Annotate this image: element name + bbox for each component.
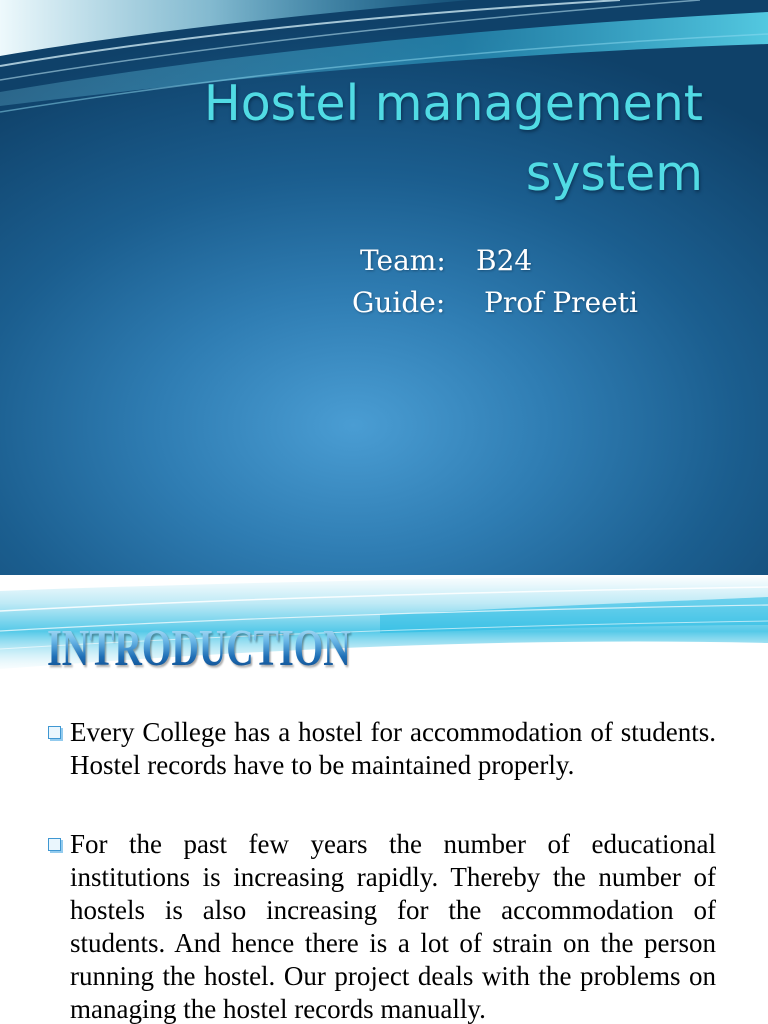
hollow-square-bullet-icon bbox=[48, 726, 61, 739]
team-label: Team: bbox=[360, 244, 446, 277]
section-heading: INTRODUCTION bbox=[47, 620, 351, 677]
bullet-item bbox=[70, 828, 716, 1024]
introduction-slide bbox=[0, 575, 768, 1024]
slide-title: Hostel management system bbox=[203, 75, 703, 202]
guide-label: Guide: bbox=[352, 286, 446, 319]
bullet-text: Every College has a hostel for accommodation of students. Hostel records have to be maintained properly. bbox=[70, 717, 716, 780]
team-value: B24 bbox=[476, 244, 533, 277]
bullet-text: For the past few years the number of educational institutions is increasing rapidly. Thereby the number of hostels is also increasing for the accommodation of students. And hence there is a lot of strain on the person running the hostel. Our project deals with the problems on managing the hostel records manually. bbox=[70, 829, 716, 1024]
hollow-square-bullet-icon bbox=[48, 838, 61, 851]
bullet-item bbox=[70, 716, 716, 782]
guide-value: Prof Preeti bbox=[484, 286, 638, 319]
